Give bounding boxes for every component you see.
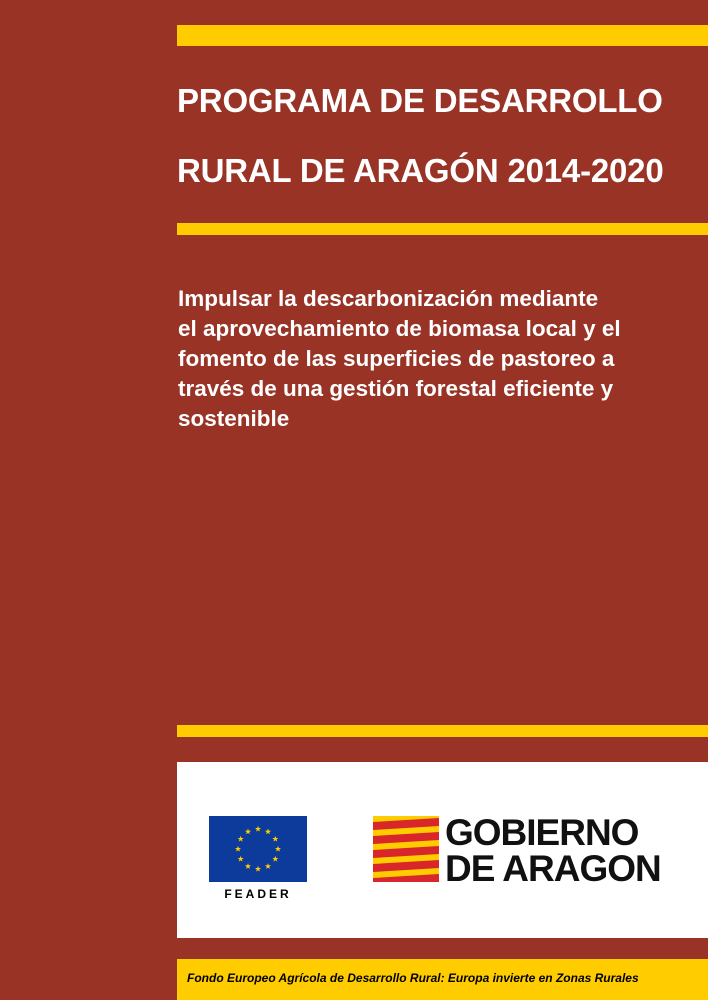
eu-star-icon — [255, 866, 261, 872]
eu-star-icon — [235, 846, 241, 852]
eu-star-icon — [245, 863, 251, 869]
subtitle-line: través de una gestión forestal eficiente y — [178, 376, 614, 401]
subtitle — [178, 284, 698, 434]
eu-star-icon — [272, 836, 278, 842]
subtitle-line: el aprovechamiento de biomasa local y el — [178, 316, 621, 341]
aragon-flag-icon — [373, 816, 439, 882]
subtitle-line: fomento de las superficies de pastoreo a — [178, 346, 615, 371]
lower-yellow-stripe — [177, 725, 708, 737]
eu-star-icon — [238, 856, 244, 862]
title-line-2: RURAL DE ARAGÓN 2014-2020 — [177, 152, 664, 189]
eu-star-icon — [238, 836, 244, 842]
eu-star-icon — [265, 863, 271, 869]
title-line-1: PROGRAMA DE DESARROLLO — [177, 82, 663, 119]
eu-flag-icon — [209, 816, 307, 882]
subtitle-line: sostenible — [178, 406, 290, 431]
eu-star-icon — [245, 828, 251, 834]
footer-text: Fondo Europeo Agrícola de Desarrollo Rural: Europa invierte en Zonas Rurales — [187, 971, 639, 985]
subtitle-line: Impulsar la descarbonización mediante — [178, 286, 599, 311]
gobierno-line-1: GOBIERNO — [445, 812, 639, 853]
middle-yellow-stripe — [177, 223, 708, 235]
footer-band — [177, 959, 708, 1000]
gobierno-line-2: DE ARAGON — [445, 848, 661, 889]
logo-panel — [177, 762, 708, 938]
eu-star-icon — [272, 856, 278, 862]
eu-star-icon — [255, 826, 261, 832]
feader-label: FEADER — [224, 887, 292, 901]
eu-star-icon — [265, 828, 271, 834]
eu-star-icon — [275, 846, 281, 852]
top-yellow-stripe — [177, 25, 708, 46]
